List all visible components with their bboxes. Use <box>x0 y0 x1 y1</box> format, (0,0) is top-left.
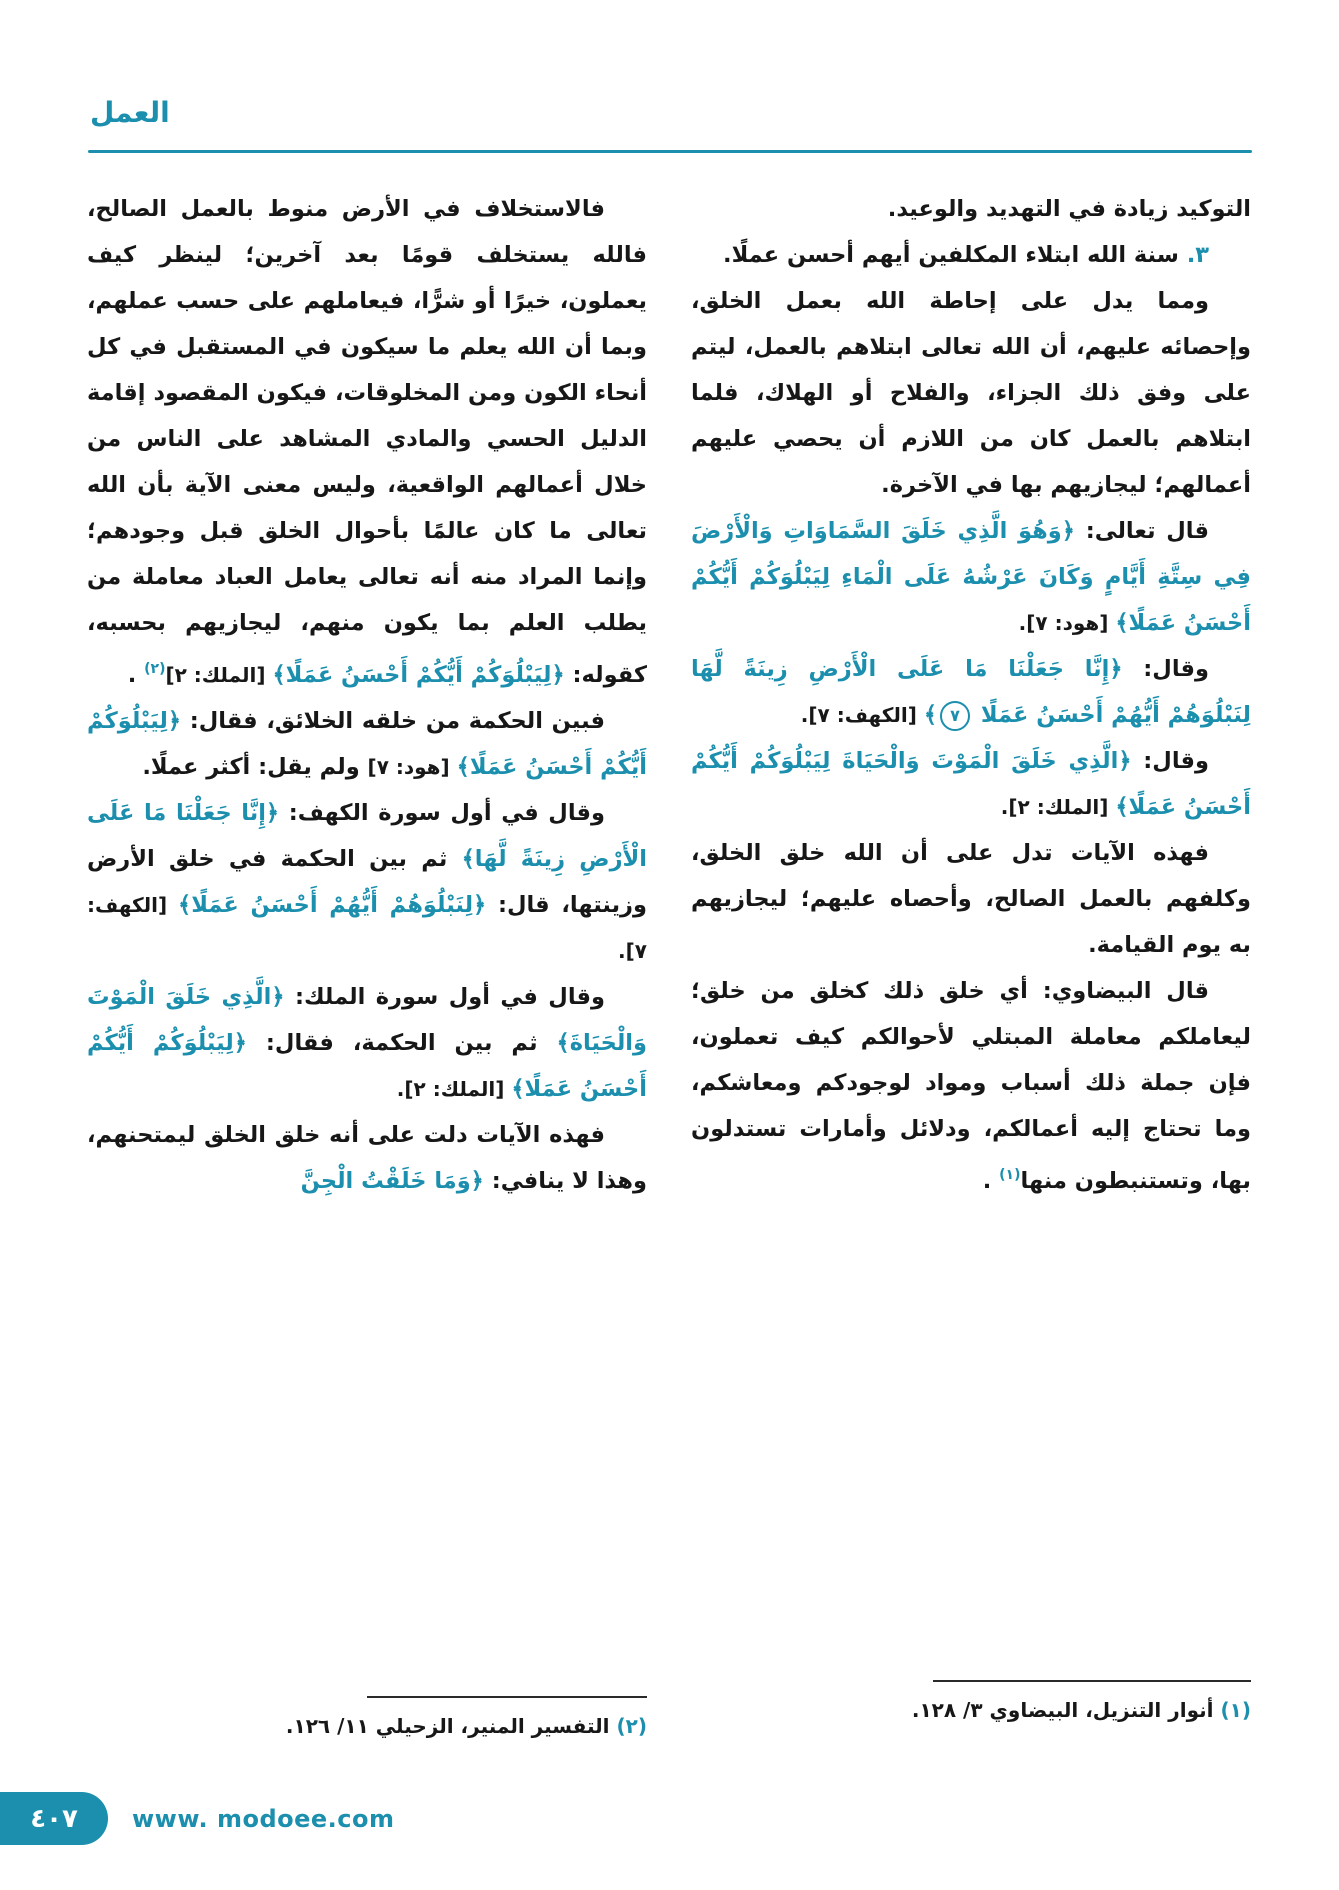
footnote-number: (١) <box>1213 1698 1251 1722</box>
footnote-text <box>691 1694 1251 1726</box>
text-segment: فهذه الآيات تدل على أن الله خلق الخلق، وكلفهم بالعمل الصالح، وأحصاه عليهم؛ ليجازيهم به يوم القيامة. <box>691 840 1251 958</box>
text-columns <box>87 186 1251 1742</box>
paragraph <box>691 232 1251 278</box>
text-segment: سنة الله ابتلاء المكلفين أيهم أحسن عملًا. <box>723 242 1179 268</box>
text-segment: التفسير المنير، الزحيلي ١١/ ١٢٦. <box>285 1714 610 1738</box>
surah-reference: [الكهف: ٧]. <box>87 893 647 963</box>
website-url: www. modoee.com <box>132 1804 395 1833</box>
item-number: ٣. <box>1178 242 1209 268</box>
text-segment: قال البيضاوي: أي خلق ذلك كخلق من خلق؛ ليعاملكم معاملة المبتلي لأحوالكم كيف تعملون، فإن جملة ذلك أسباب ومواد لوجودكم ومعاشكم، وما تحتاج إليه أعمالكم، ودلائل وأمارات تستدلون بها، وتستنبطون منها <box>691 978 1251 1194</box>
quran-verse: ﴿إِنَّا جَعَلْنَا مَا عَلَى الْأَرْضِ زِينَةً لَّهَا﴾ <box>87 800 647 872</box>
ayah-number: ٧ <box>940 701 970 731</box>
quran-verse: ﴿لِيَبْلُوَكُمْ أَيُّكُمْ أَحْسَنُ عَمَلًا﴾ <box>272 662 565 688</box>
surah-reference: [الكهف: ٧]. <box>800 703 924 727</box>
text-segment: فالاستخلاف في الأرض منوط بالعمل الصالح، فالله يستخلف قومًا بعد آخرين؛ لينظر كيف يعملون، خيرًا أو شرًّا، فيعاملهم على حسب عملهم، وبما أن الله يعلم ما سيكون في المستقبل في كل أنحاء الكون ومن المخلوقات، فيكون المقصود إقامة الدليل الحسي والمادي المشاهد على الناس من خلال أعمالهم الواقعية، وليس معنى الآية بأن الله تعالى ما كان عالمًا بأحوال الخلق قبل وجودهم؛ وإنما المراد منه أنه تعالى يعامل العباد معاملة من يطلب العلم بما يكون منهم، ليجازيهم بحسبه، كقوله: <box>87 196 647 688</box>
surah-reference: [الملك: ٢]. <box>396 1077 512 1101</box>
text-segment: أنوار التنزيل، البيضاوي ٣/ ١٢٨. <box>911 1698 1214 1722</box>
column-paragraphs <box>87 186 647 1204</box>
quran-verse: ﴿لِيَبْلُوَكُمْ أَيُّكُمْ أَحْسَنُ عَمَلًا﴾ <box>87 1030 647 1102</box>
surah-reference: [الملك: ٢] <box>165 663 273 687</box>
footnote-number: (٢) <box>609 1714 647 1738</box>
text-segment: وقال: <box>1131 748 1209 774</box>
surah-reference: [الملك: ٢]. <box>1000 795 1116 819</box>
quran-verse: ﴿لِيَبْلُوَكُمْ أَيُّكُمْ أَحْسَنُ عَمَلًا﴾ <box>87 708 647 780</box>
paragraph <box>87 698 647 790</box>
footnote-marker: (١) <box>999 1167 1021 1183</box>
text-segment: وقال: <box>1122 656 1209 682</box>
footnote-divider <box>933 1680 1251 1682</box>
text-segment: فبين الحكمة من خلقه الخلائق، فقال: <box>181 708 605 734</box>
quran-verse: ﴿الَّذِي خَلَقَ الْمَوْتَ وَالْحَيَاةَ لِيَبْلُوَكُمْ أَيُّكُمْ أَحْسَنُ عَمَلًا﴾ <box>691 748 1251 820</box>
right-column <box>691 186 1251 1742</box>
quran-verse: ﴿وَمَا خَلَقْتُ الْجِنَّ <box>300 1168 484 1194</box>
footnote-marker: (٢) <box>144 661 166 677</box>
paragraph <box>87 1112 647 1204</box>
text-segment: ثم بين الحكمة، فقال: <box>246 1030 557 1056</box>
paragraph <box>691 508 1251 646</box>
paragraph <box>691 186 1251 232</box>
paragraph <box>691 968 1251 1204</box>
quran-verse: ﴿لِنَبْلُوَهُمْ أَيُّهُمْ أَحْسَنُ عَمَلًا﴾ <box>178 892 487 918</box>
footnote-text <box>87 1710 647 1742</box>
paragraph <box>691 278 1251 508</box>
quran-verse: ﴿الَّذِي خَلَقَ الْمَوْتَ وَالْحَيَاةَ﴾ <box>87 984 647 1056</box>
paragraph <box>87 974 647 1112</box>
text-segment: قال تعالى: <box>1074 518 1209 544</box>
quran-verse: ﴾ <box>923 702 938 728</box>
text-segment: . <box>982 1168 1000 1194</box>
text-segment: التوكيد زيادة في التهديد والوعيد. <box>887 196 1251 222</box>
header-divider <box>88 150 1252 153</box>
column-paragraphs <box>691 186 1251 1204</box>
text-segment: ولم يقل: أكثر عملًا. <box>142 754 368 780</box>
text-segment: وقال في أول سورة الملك: <box>284 984 605 1010</box>
text-segment: . <box>127 662 145 688</box>
footnote-divider <box>367 1696 647 1698</box>
paragraph <box>691 738 1251 830</box>
text-segment: ثم بين الحكمة في خلق الأرض وزينتها، قال: <box>87 846 647 918</box>
surah-reference: [هود: ٧] <box>367 755 457 779</box>
paragraph <box>691 830 1251 968</box>
text-segment: وقال في أول سورة الكهف: <box>279 800 605 826</box>
paragraph <box>87 186 647 698</box>
footnote-block <box>691 1680 1251 1742</box>
chapter-title: العمل <box>90 96 170 129</box>
quran-verse: ﴿وَهُوَ الَّذِي خَلَقَ السَّمَاوَاتِ وَالْأَرْضَ فِي سِتَّةِ أَيَّامٍ وَكَانَ عَرْشُهُ عَلَى الْمَاءِ لِيَبْلُوَكُمْ أَيُّكُمْ أَحْسَنُ عَمَلًا﴾ <box>691 518 1251 636</box>
paragraph <box>87 790 647 974</box>
paragraph <box>691 646 1251 738</box>
page-number-badge: ٤٠٧ <box>0 1792 108 1845</box>
text-segment: ومما يدل على إحاطة الله بعمل الخلق، وإحصائه عليهم، أن الله تعالى ابتلاهم بالعمل، ليتم على وفق ذلك الجزاء، والفلاح أو الهلاك، فلما ابتلاهم بالعمل كان من اللازم أن يحصي عليهم أعمالهم؛ ليجازيهم بها في الآخرة. <box>691 288 1251 498</box>
left-column <box>87 186 647 1742</box>
text-segment: فهذه الآيات دلت على أنه خلق الخلق ليمتحنهم، وهذا لا ينافي: <box>87 1122 647 1194</box>
footnote-block <box>87 1696 647 1742</box>
surah-reference: [هود: ٧]. <box>1018 611 1116 635</box>
quran-verse: ﴿إِنَّا جَعَلْنَا مَا عَلَى الْأَرْضِ زِينَةً لَّهَا لِنَبْلُوَهُمْ أَيُّهُمْ أَحْسَنُ عَمَلًا <box>691 656 1251 728</box>
